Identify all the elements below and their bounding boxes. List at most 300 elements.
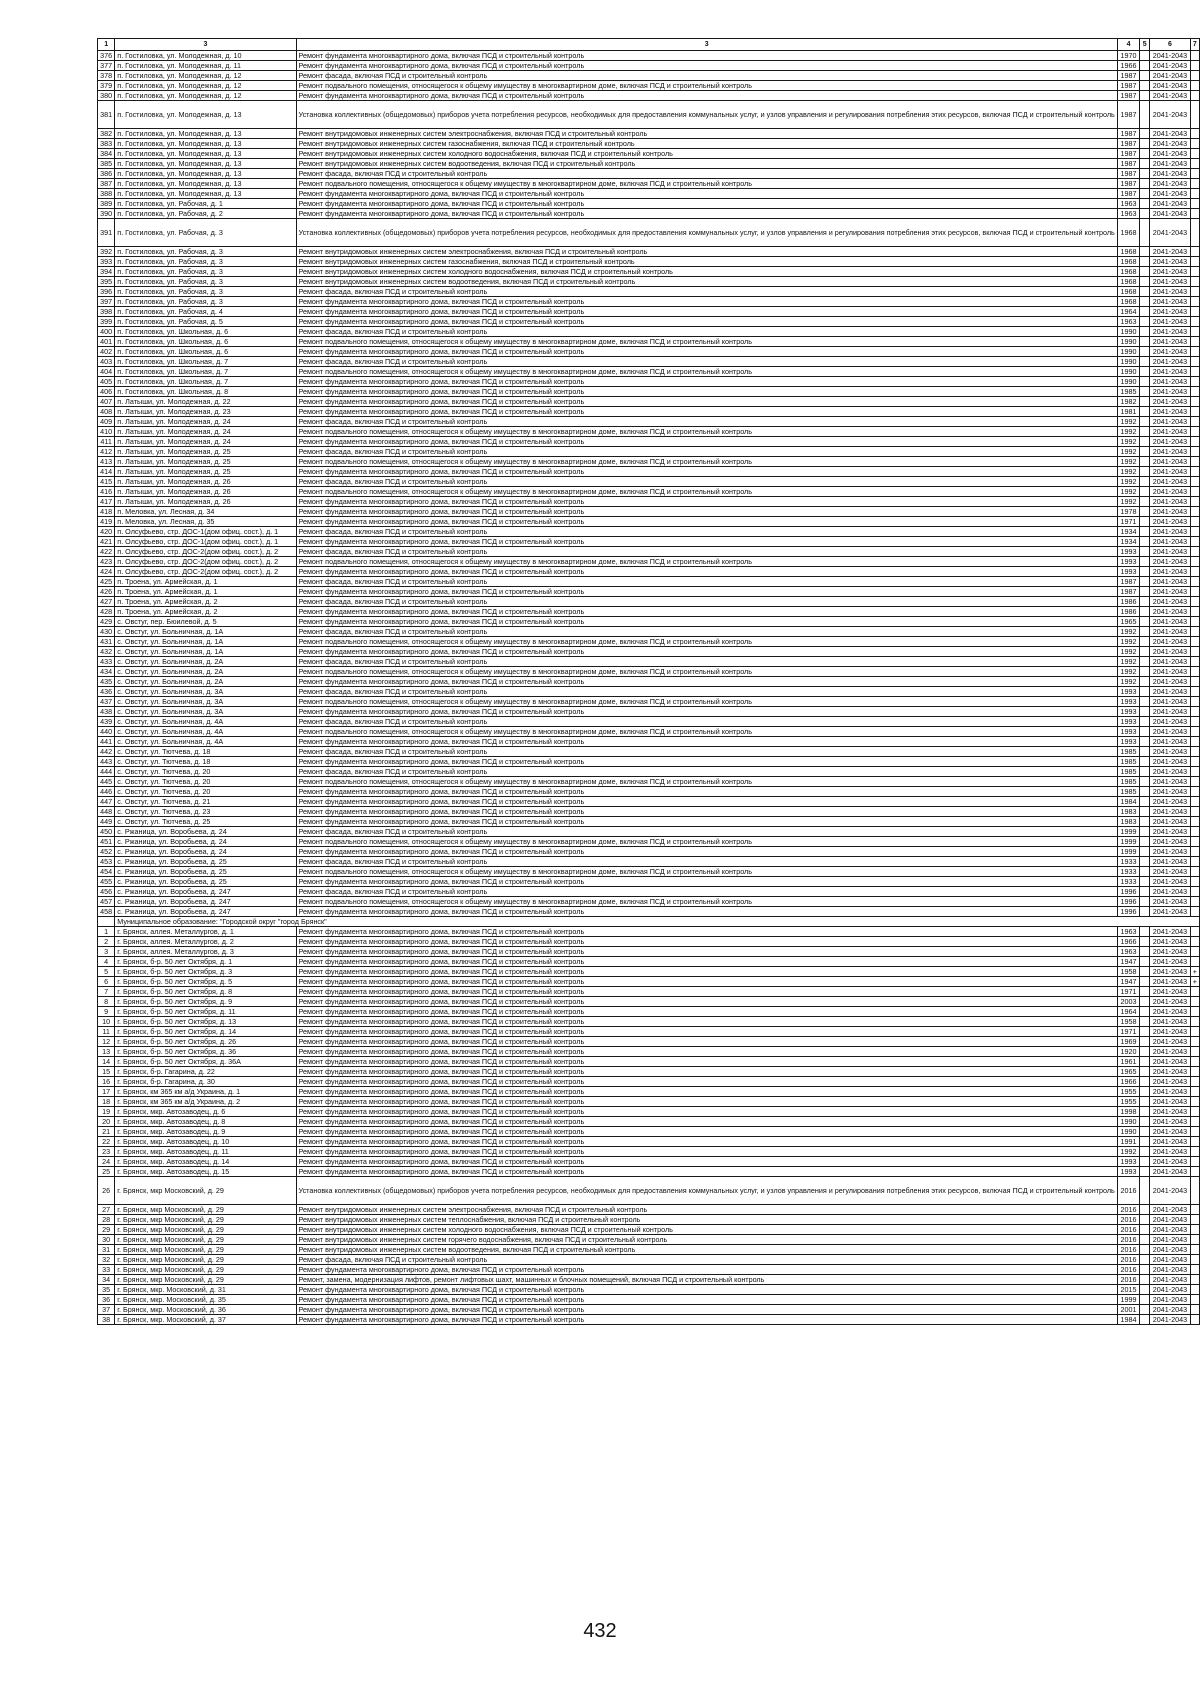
table-row	[98, 637, 1200, 647]
address-cell: с. Овстуг, ул. Больничная, д. 2А	[115, 667, 296, 677]
year-cell: 1990	[1117, 327, 1140, 337]
flag-cell	[1190, 1265, 1199, 1275]
flag-cell	[1190, 737, 1199, 747]
year-cell: 1987	[1117, 159, 1140, 169]
period-cell: 2041-2043	[1150, 457, 1191, 467]
col5-cell	[1140, 577, 1150, 587]
address-cell: п. Олсуфьево, стр. ДОС-2(дом офиц. сост.), д. 2	[115, 547, 296, 557]
table-row	[98, 1225, 1200, 1235]
period-cell: 2041-2043	[1150, 767, 1191, 777]
flag-cell	[1190, 129, 1199, 139]
address-cell: п. Гостиловка, ул. Школьная, д. 7	[115, 377, 296, 387]
year-cell: 1961	[1117, 1057, 1140, 1067]
table-row	[98, 797, 1200, 807]
period-cell: 2041-2043	[1150, 139, 1191, 149]
col5-cell	[1140, 1117, 1150, 1127]
row-number-cell: 378	[98, 71, 115, 81]
col5-cell	[1140, 747, 1150, 757]
row-number-cell: 400	[98, 327, 115, 337]
year-cell: 1987	[1117, 149, 1140, 159]
year-cell: 1978	[1117, 507, 1140, 517]
row-number-cell: 404	[98, 367, 115, 377]
address-cell: с. Овстуг, ул. Больничная, д. 2А	[115, 677, 296, 687]
year-cell: 1992	[1117, 427, 1140, 437]
flag-cell	[1190, 209, 1199, 219]
table-row	[98, 1285, 1200, 1295]
period-cell: 2041-2043	[1150, 1225, 1191, 1235]
address-cell: п. Латыши, ул. Молодежная, д. 25	[115, 447, 296, 457]
row-number-cell: 429	[98, 617, 115, 627]
table-row	[98, 129, 1200, 139]
col5-cell	[1140, 317, 1150, 327]
address-cell: п. Гостиловка, ул. Школьная, д. 6	[115, 347, 296, 357]
table-row	[98, 987, 1200, 997]
period-cell: 2041-2043	[1150, 1107, 1191, 1117]
flag-cell	[1190, 857, 1199, 867]
period-cell: 2041-2043	[1150, 287, 1191, 297]
period-cell: 2041-2043	[1150, 907, 1191, 917]
work-type-cell: Ремонт фундамента многоквартирного дома, включая ПСД и строительный контроль	[296, 1315, 1117, 1325]
flag-cell	[1190, 1225, 1199, 1235]
row-number-cell: 16	[98, 1077, 115, 1087]
flag-cell	[1190, 1117, 1199, 1127]
address-cell: п. Троена, ул. Армейская, д. 1	[115, 587, 296, 597]
address-cell: г. Брянск, мкр. Автозаводец, д. 11	[115, 1147, 296, 1157]
year-cell: 1966	[1117, 937, 1140, 947]
work-type-cell: Ремонт фасада, включая ПСД и строительный контроль	[296, 71, 1117, 81]
address-cell: г. Брянск, б-р. 50 лет Октября, д. 5	[115, 977, 296, 987]
address-cell: с. Овстуг, ул. Тютчева, д. 20	[115, 767, 296, 777]
flag-cell	[1190, 517, 1199, 527]
flag-cell	[1190, 657, 1199, 667]
table-row	[98, 787, 1200, 797]
table-row	[98, 1017, 1200, 1027]
col5-cell	[1140, 437, 1150, 447]
col5-cell	[1140, 457, 1150, 467]
col5-cell	[1140, 967, 1150, 977]
period-cell: 2041-2043	[1150, 957, 1191, 967]
flag-cell	[1190, 1007, 1199, 1017]
row-number-cell: 9	[98, 1007, 115, 1017]
year-cell: 1965	[1117, 617, 1140, 627]
col5-cell	[1140, 597, 1150, 607]
flag-cell	[1190, 1087, 1199, 1097]
work-type-cell: Ремонт фасада, включая ПСД и строительный контроль	[296, 357, 1117, 367]
col5-cell	[1140, 497, 1150, 507]
address-cell: п. Гостиловка, ул. Рабочая, д. 3	[115, 219, 296, 247]
col5-cell	[1140, 1225, 1150, 1235]
work-type-cell: Ремонт, замена, модернизация лифтов, ремонт лифтовых шахт, машинных и блочных помещений, включая ПСД и строительный контроль	[296, 1275, 1117, 1285]
table-row	[98, 1295, 1200, 1305]
flag-cell	[1190, 149, 1199, 159]
work-type-cell: Ремонт фундамента многоквартирного дома, включая ПСД и строительный контроль	[296, 1007, 1117, 1017]
flag-cell	[1190, 367, 1199, 377]
period-cell: 2041-2043	[1150, 637, 1191, 647]
period-cell: 2041-2043	[1150, 897, 1191, 907]
row-number-cell: 403	[98, 357, 115, 367]
col5-cell	[1140, 1235, 1150, 1245]
row-number-cell: 381	[98, 101, 115, 129]
work-type-cell: Ремонт фундамента многоквартирного дома, включая ПСД и строительный контроль	[296, 1027, 1117, 1037]
col5-cell	[1140, 347, 1150, 357]
year-cell: 1993	[1117, 557, 1140, 567]
row-number-cell: 397	[98, 297, 115, 307]
address-cell: п. Гостиловка, ул. Молодежная, д. 13	[115, 179, 296, 189]
row-number-cell: 434	[98, 667, 115, 677]
period-cell: 2041-2043	[1150, 727, 1191, 737]
address-cell: г. Брянск, мкр. Московский, д. 31	[115, 1285, 296, 1295]
col5-cell	[1140, 897, 1150, 907]
col5-cell	[1140, 837, 1150, 847]
row-number-cell: 19	[98, 1107, 115, 1117]
col5-cell	[1140, 947, 1150, 957]
address-cell: с. Овстуг, ул. Больничная, д. 4А	[115, 717, 296, 727]
period-cell: 2041-2043	[1150, 91, 1191, 101]
row-number-cell: 26	[98, 1177, 115, 1205]
table-row	[98, 1147, 1200, 1157]
table-row	[98, 677, 1200, 687]
row-number-cell: 454	[98, 867, 115, 877]
flag-cell	[1190, 577, 1199, 587]
row-number-cell: 414	[98, 467, 115, 477]
row-number-cell: 426	[98, 587, 115, 597]
work-type-cell: Ремонт фундамента многоквартирного дома, включая ПСД и строительный контроль	[296, 957, 1117, 967]
work-type-cell: Ремонт фундамента многоквартирного дома, включая ПСД и строительный контроль	[296, 1077, 1117, 1087]
row-number-cell: 387	[98, 179, 115, 189]
work-type-cell: Ремонт фундамента многоквартирного дома, включая ПСД и строительный контроль	[296, 907, 1117, 917]
table-row	[98, 727, 1200, 737]
year-cell: 1984	[1117, 797, 1140, 807]
flag-cell	[1190, 767, 1199, 777]
year-cell: 1992	[1117, 637, 1140, 647]
work-type-cell: Ремонт подвального помещения, относящегося к общему имуществу в многоквартирном доме, включая ПСД и строительный контроль	[296, 667, 1117, 677]
col5-cell	[1140, 507, 1150, 517]
table-row	[98, 817, 1200, 827]
period-cell: 2041-2043	[1150, 357, 1191, 367]
row-number-cell: 440	[98, 727, 115, 737]
period-cell: 2041-2043	[1150, 297, 1191, 307]
period-cell: 2041-2043	[1150, 537, 1191, 547]
table-row	[98, 1177, 1200, 1205]
table-row	[98, 81, 1200, 91]
period-cell: 2041-2043	[1150, 397, 1191, 407]
table-row	[98, 877, 1200, 887]
work-type-cell: Ремонт фасада, включая ПСД и строительный контроль	[296, 477, 1117, 487]
row-number-cell: 12	[98, 1037, 115, 1047]
work-type-cell: Ремонт фасада, включая ПСД и строительный контроль	[296, 527, 1117, 537]
address-cell: г. Брянск, б-р. 50 лет Октября, д. 3	[115, 967, 296, 977]
period-cell: 2041-2043	[1150, 667, 1191, 677]
col5-cell	[1140, 777, 1150, 787]
address-cell: с. Овстуг, ул. Больничная, д. 1А	[115, 647, 296, 657]
col5-cell	[1140, 517, 1150, 527]
address-cell: с. Ржаница, ул. Воробьева, д. 24	[115, 837, 296, 847]
row-number-cell: 386	[98, 169, 115, 179]
year-cell: 1990	[1117, 337, 1140, 347]
col5-cell	[1140, 1295, 1150, 1305]
flag-cell	[1190, 847, 1199, 857]
table-row	[98, 607, 1200, 617]
year-cell: 1993	[1117, 717, 1140, 727]
year-cell: 1990	[1117, 377, 1140, 387]
table-row	[98, 1167, 1200, 1177]
flag-cell	[1190, 887, 1199, 897]
col5-cell	[1140, 927, 1150, 937]
col5-cell	[1140, 987, 1150, 997]
row-number-cell: 423	[98, 557, 115, 567]
row-number-cell: 35	[98, 1285, 115, 1295]
table-row	[98, 1097, 1200, 1107]
year-cell: 1966	[1117, 1077, 1140, 1087]
table-row	[98, 71, 1200, 81]
flag-cell	[1190, 807, 1199, 817]
work-type-cell: Ремонт фундамента многоквартирного дома, включая ПСД и строительный контроль	[296, 1157, 1117, 1167]
row-number-cell: 37	[98, 1305, 115, 1315]
year-cell: 1992	[1117, 677, 1140, 687]
col5-cell	[1140, 867, 1150, 877]
table-row	[98, 857, 1200, 867]
period-cell: 2041-2043	[1150, 129, 1191, 139]
work-type-cell: Ремонт фундамента многоквартирного дома, включая ПСД и строительный контроль	[296, 1127, 1117, 1137]
flag-cell	[1190, 51, 1199, 61]
period-cell: 2041-2043	[1150, 1097, 1191, 1107]
table-row	[98, 587, 1200, 597]
address-cell: п. Гостиловка, ул. Рабочая, д. 3	[115, 247, 296, 257]
period-cell: 2041-2043	[1150, 1117, 1191, 1127]
period-cell: 2041-2043	[1150, 149, 1191, 159]
period-cell: 2041-2043	[1150, 497, 1191, 507]
table-row	[98, 149, 1200, 159]
year-cell: 1965	[1117, 1067, 1140, 1077]
work-type-cell: Установка коллективных (общедомовых) приборов учета потребления ресурсов, необходимых для предоставления коммунальных услуг, и узлов управления и регулирования потребления этих ресурсов, включая ПСД и строительный контроль	[296, 101, 1117, 129]
register-sheet	[97, 38, 1200, 1325]
work-type-cell: Ремонт фасада, включая ПСД и строительный контроль	[296, 827, 1117, 837]
row-number-cell: 409	[98, 417, 115, 427]
year-cell: 1987	[1117, 101, 1140, 129]
col5-cell	[1140, 817, 1150, 827]
table-row	[98, 597, 1200, 607]
period-cell: 2041-2043	[1150, 587, 1191, 597]
year-cell: 1968	[1117, 247, 1140, 257]
table-row	[98, 277, 1200, 287]
period-cell: 2041-2043	[1150, 257, 1191, 267]
table-row	[98, 199, 1200, 209]
address-cell: п. Троена, ул. Армейская, д. 2	[115, 597, 296, 607]
col5-cell	[1140, 327, 1150, 337]
flag-cell	[1190, 567, 1199, 577]
period-cell: 2041-2043	[1150, 927, 1191, 937]
year-cell: 1968	[1117, 219, 1140, 247]
table-row	[98, 91, 1200, 101]
row-number-cell: 441	[98, 737, 115, 747]
flag-cell	[1190, 307, 1199, 317]
table-row	[98, 1205, 1200, 1215]
period-cell: 2041-2043	[1150, 717, 1191, 727]
flag-cell	[1190, 617, 1199, 627]
year-cell: 2016	[1117, 1265, 1140, 1275]
address-cell: с. Овстуг, ул. Тютчева, д. 18	[115, 757, 296, 767]
col5-cell	[1140, 697, 1150, 707]
work-type-cell: Ремонт фундамента многоквартирного дома, включая ПСД и строительный контроль	[296, 209, 1117, 219]
table-row	[98, 1265, 1200, 1275]
address-cell: г. Брянск, мкр. Московский, д. 37	[115, 1315, 296, 1325]
flag-cell	[1190, 139, 1199, 149]
col5-cell	[1140, 247, 1150, 257]
address-cell: с. Овстуг, пер. Бюилевой, д. 5	[115, 617, 296, 627]
col5-cell	[1140, 1305, 1150, 1315]
flag-cell	[1190, 1285, 1199, 1295]
flag-cell	[1190, 797, 1199, 807]
period-cell: 2041-2043	[1150, 1255, 1191, 1265]
flag-cell	[1190, 407, 1199, 417]
year-cell: 1964	[1117, 307, 1140, 317]
address-cell: с. Овстуг, ул. Больничная, д. 2А	[115, 657, 296, 667]
flag-cell	[1190, 647, 1199, 657]
flag-cell	[1190, 1077, 1199, 1087]
col5-cell	[1140, 397, 1150, 407]
row-number-cell: 448	[98, 807, 115, 817]
row-number-cell: 34	[98, 1275, 115, 1285]
table-row	[98, 447, 1200, 457]
address-cell: г. Брянск, б-р. 50 лет Октября, д. 26	[115, 1037, 296, 1047]
table-row	[98, 297, 1200, 307]
address-cell: с. Овстуг, ул. Больничная, д. 3А	[115, 687, 296, 697]
period-cell: 2041-2043	[1150, 977, 1191, 987]
table-row	[98, 169, 1200, 179]
row-number-cell: 406	[98, 387, 115, 397]
work-type-cell: Ремонт фундамента многоквартирного дома, включая ПСД и строительный контроль	[296, 377, 1117, 387]
table-row	[98, 1037, 1200, 1047]
year-cell: 1993	[1117, 727, 1140, 737]
row-number-cell: 380	[98, 91, 115, 101]
col5-cell	[1140, 447, 1150, 457]
address-cell: г. Брянск, б-р. Гагарина, д. 22	[115, 1067, 296, 1077]
year-cell: 1993	[1117, 1167, 1140, 1177]
work-type-cell: Ремонт фундамента многоквартирного дома, включая ПСД и строительный контроль	[296, 977, 1117, 987]
col5-cell	[1140, 857, 1150, 867]
period-cell: 2041-2043	[1150, 867, 1191, 877]
work-type-cell: Ремонт фундамента многоквартирного дома, включая ПСД и строительный контроль	[296, 437, 1117, 447]
row-number-cell: 21	[98, 1127, 115, 1137]
work-type-cell: Ремонт фундамента многоквартирного дома, включая ПСД и строительный контроль	[296, 737, 1117, 747]
row-number-cell: 10	[98, 1017, 115, 1027]
address-cell: г. Брянск, мкр. Автозаводец, д. 14	[115, 1157, 296, 1167]
col5-cell	[1140, 667, 1150, 677]
flag-cell	[1190, 877, 1199, 887]
work-type-cell: Ремонт фундамента многоквартирного дома, включая ПСД и строительный контроль	[296, 807, 1117, 817]
period-cell: 2041-2043	[1150, 707, 1191, 717]
work-type-cell: Ремонт подвального помещения, относящегося к общему имуществу в многоквартирном доме, включая ПСД и строительный контроль	[296, 427, 1117, 437]
table-row	[98, 1315, 1200, 1325]
address-cell: п. Гостиловка, ул. Молодежная, д. 10	[115, 51, 296, 61]
year-cell: 1992	[1117, 457, 1140, 467]
table-row	[98, 957, 1200, 967]
col5-cell	[1140, 101, 1150, 129]
row-number-cell: 38	[98, 1315, 115, 1325]
period-cell: 2041-2043	[1150, 677, 1191, 687]
flag-cell	[1190, 837, 1199, 847]
table-row	[98, 209, 1200, 219]
period-cell: 2041-2043	[1150, 199, 1191, 209]
table-row	[98, 1077, 1200, 1087]
flag-cell	[1190, 1127, 1199, 1137]
col5-cell	[1140, 617, 1150, 627]
flag-cell	[1190, 277, 1199, 287]
work-type-cell: Ремонт фундамента многоквартирного дома, включая ПСД и строительный контроль	[296, 1147, 1117, 1157]
period-cell: 2041-2043	[1150, 737, 1191, 747]
address-cell: г. Брянск, мкр Московский, д. 29	[115, 1255, 296, 1265]
address-cell: п. Гостиловка, ул. Рабочая, д. 3	[115, 277, 296, 287]
table-row	[98, 357, 1200, 367]
period-cell: 2041-2043	[1150, 527, 1191, 537]
table-row	[98, 1047, 1200, 1057]
address-cell: п. Латыши, ул. Молодежная, д. 25	[115, 467, 296, 477]
work-type-cell: Ремонт фасада, включая ПСД и строительный контроль	[296, 857, 1117, 867]
row-number-cell: 17	[98, 1087, 115, 1097]
flag-cell	[1190, 1215, 1199, 1225]
address-cell: с. Овстуг, ул. Тютчева, д. 20	[115, 777, 296, 787]
col5-cell	[1140, 367, 1150, 377]
flag-cell	[1190, 377, 1199, 387]
work-type-cell: Ремонт фундамента многоквартирного дома, включая ПСД и строительный контроль	[296, 51, 1117, 61]
period-cell: 2041-2043	[1150, 1047, 1191, 1057]
period-cell: 2041-2043	[1150, 1137, 1191, 1147]
period-cell: 2041-2043	[1150, 1017, 1191, 1027]
work-type-cell: Ремонт подвального помещения, относящегося к общему имуществу в многоквартирном доме, включая ПСД и строительный контроль	[296, 897, 1117, 907]
period-cell: 2041-2043	[1150, 1245, 1191, 1255]
table-row	[98, 457, 1200, 467]
row-number-cell: 383	[98, 139, 115, 149]
work-type-cell: Ремонт фундамента многоквартирного дома, включая ПСД и строительный контроль	[296, 1107, 1117, 1117]
period-cell: 2041-2043	[1150, 71, 1191, 81]
work-type-cell: Ремонт фасада, включая ПСД и строительный контроль	[296, 1255, 1117, 1265]
flag-cell	[1190, 557, 1199, 567]
table-row	[98, 467, 1200, 477]
col5-cell	[1140, 937, 1150, 947]
flag-cell	[1190, 1177, 1199, 1205]
row-number-cell: 455	[98, 877, 115, 887]
flag-cell	[1190, 327, 1199, 337]
row-number-cell: 7	[98, 987, 115, 997]
col5-cell	[1140, 537, 1150, 547]
address-cell: п. Гостиловка, ул. Молодежная, д. 13	[115, 189, 296, 199]
work-type-cell: Ремонт фундамента многоквартирного дома, включая ПСД и строительный контроль	[296, 707, 1117, 717]
col5-cell	[1140, 149, 1150, 159]
col5-cell	[1140, 71, 1150, 81]
row-number-cell: 382	[98, 129, 115, 139]
address-cell: п. Латыши, ул. Молодежная, д. 26	[115, 497, 296, 507]
period-cell: 2041-2043	[1150, 467, 1191, 477]
work-type-cell: Ремонт фундамента многоквартирного дома, включая ПСД и строительный контроль	[296, 1137, 1117, 1147]
period-cell: 2041-2043	[1150, 317, 1191, 327]
year-cell: 1933	[1117, 857, 1140, 867]
table-row	[98, 667, 1200, 677]
col5-cell	[1140, 587, 1150, 597]
col5-cell	[1140, 357, 1150, 367]
col5-cell	[1140, 427, 1150, 437]
table-row	[98, 437, 1200, 447]
flag-cell	[1190, 1047, 1199, 1057]
row-number-cell: 450	[98, 827, 115, 837]
address-cell: с. Овстуг, ул. Больничная, д. 3А	[115, 707, 296, 717]
address-cell: п. Латыши, ул. Молодежная, д. 24	[115, 417, 296, 427]
flag-cell	[1190, 1057, 1199, 1067]
year-cell: 1992	[1117, 497, 1140, 507]
row-number-cell: 398	[98, 307, 115, 317]
flag-cell	[1190, 169, 1199, 179]
period-cell: 2041-2043	[1150, 477, 1191, 487]
flag-cell	[1190, 937, 1199, 947]
